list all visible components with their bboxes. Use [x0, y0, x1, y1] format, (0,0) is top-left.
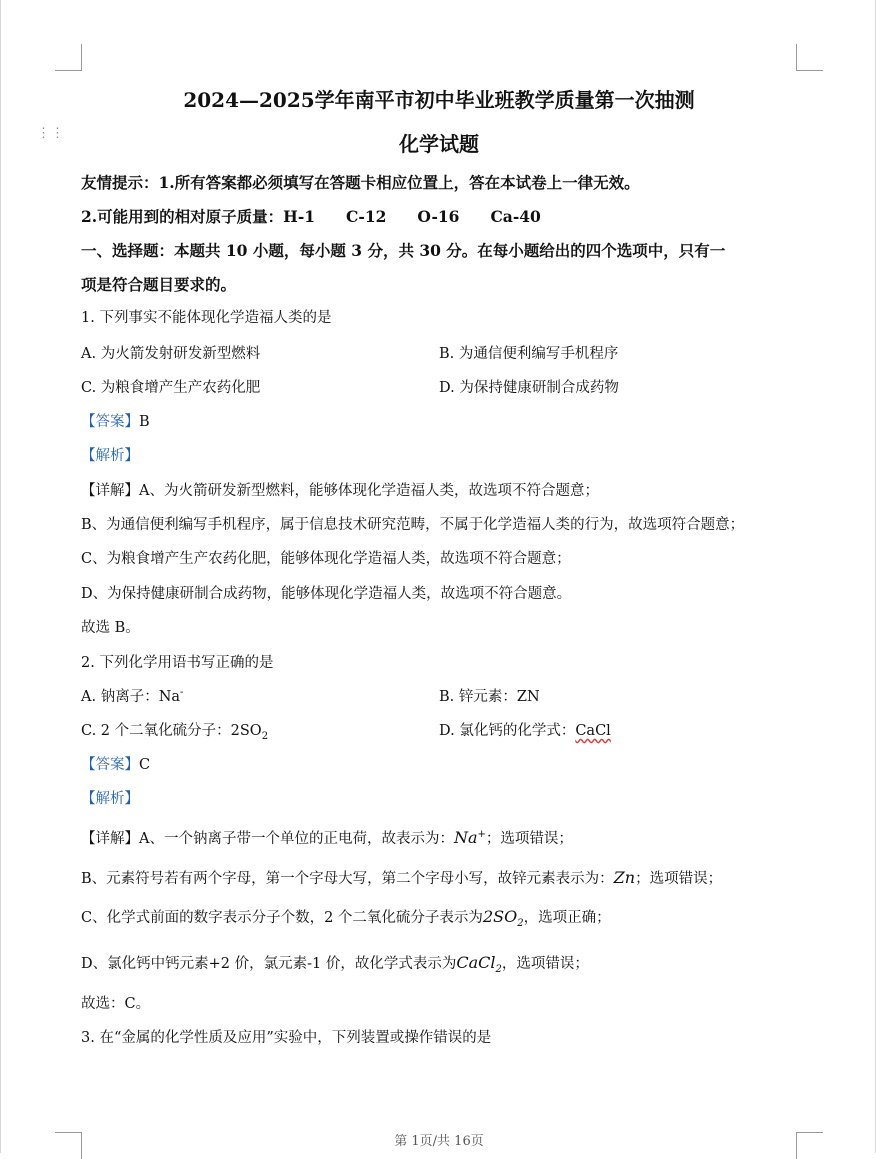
q2-option-a-charge: -	[180, 687, 184, 699]
q2-conclusion: 故选：C。	[81, 996, 151, 1012]
q2-answer-line	[81, 753, 150, 774]
q2-detail-2-text: B、元素符号若有两个字母，第一个字母大写，第二个字母小写，故锌元素表示为：	[81, 871, 614, 887]
drag-handle-icon[interactable]: ⋮⋮	[37, 126, 65, 141]
q2-detail-4	[81, 952, 589, 975]
q2-detail-1-end: ；选项错误；	[485, 831, 573, 847]
exam-title: 2024—2025学年南平市初中毕业班教学质量第一次抽测	[183, 88, 695, 112]
q1-conclusion: 故选 B。	[81, 620, 140, 636]
q2-detail-1	[81, 827, 573, 848]
answer-tag: 【答案】	[81, 414, 139, 430]
q2-detail-4-text: D、氯化钙中钙元素+2 价，氯元素-1 价，故化学式表示为	[81, 956, 457, 972]
q2-option-c-text: C. 2 个二氧化硫分子：2SO	[81, 723, 262, 739]
q1-detail-1-text: A、为火箭研发新型燃料，能够体现化学造福人类，故选项不符合题意；	[139, 483, 599, 499]
answer-tag: 【答案】	[81, 757, 139, 773]
q2-option-c	[81, 719, 268, 742]
corner-mark-top-right	[796, 44, 823, 71]
q1-option-a: A. 为火箭发射研发新型燃料	[81, 346, 261, 362]
q2-option-b: B. 锌元素：ZN	[439, 689, 540, 705]
detail-tag: 【详解】	[81, 483, 139, 499]
exam-subtitle: 化学试题	[399, 132, 479, 156]
q2-detail-1-text: A、一个钠离子带一个单位的正电荷，故表示为：	[139, 831, 454, 847]
q1-answer: B	[139, 414, 150, 430]
tips-line-1: 友情提示：1.所有答案都必须填写在答题卡相应位置上，答在本试卷上一律无效。	[81, 173, 640, 192]
q2-detail-3-end: ，选项正确；	[523, 910, 611, 926]
q2-option-d-formula: CaCl	[575, 723, 611, 739]
q2-option-d	[439, 719, 611, 740]
corner-mark-top-left	[55, 44, 82, 71]
q2-option-a-text: A. 钠离子：Na	[81, 689, 181, 705]
q1-detail-3: C、为粮食增产生产农药化肥，能够体现化学造福人类，故选项不符合题意；	[81, 551, 571, 567]
q1-detail-4: D、为保持健康研制合成药物，能够体现化学造福人类，故选项不符合题意。	[81, 586, 572, 602]
q1-option-b: B. 为通信便利编写手机程序	[439, 346, 619, 362]
q2-detail-4-subscript: 2	[495, 963, 502, 975]
q2-detail-3	[81, 906, 611, 929]
q2-detail-4-end: ，选项错误；	[501, 956, 589, 972]
q2-detail-3-formula: 2SO	[482, 907, 518, 926]
q2-answer: C	[139, 757, 151, 773]
q2-option-a	[81, 685, 183, 706]
q2-detail-2	[81, 867, 722, 888]
q2-stem: 2. 下列化学用语书写正确的是	[81, 655, 274, 671]
q2-detail-2-formula: Zn	[613, 868, 636, 887]
detail-tag: 【详解】	[81, 831, 139, 847]
q3-stem: 3. 在“金属的化学性质及应用”实验中，下列装置或操作错误的是	[81, 1030, 492, 1046]
q2-analysis-tag: 【解析】	[81, 791, 139, 807]
q1-stem: 1. 下列事实不能体现化学造福人类的是	[81, 310, 332, 326]
tips-line-2: 2.可能用到的相对原子质量：H-1 C-12 O-16 Ca-40	[81, 207, 541, 226]
q1-answer-line	[81, 410, 150, 431]
q2-option-d-text: D. 氯化钙的化学式：	[439, 723, 576, 739]
q2-detail-2-end: ；选项错误；	[635, 871, 723, 887]
q2-detail-1-charge: +	[477, 829, 486, 841]
page-footer: 第 1页/共 16页	[394, 1134, 484, 1149]
q2-detail-3-text: C、化学式前面的数字表示分子个数，2 个二氧化硫分子表示为	[81, 910, 483, 926]
section-heading-line-2: 项是符合题目要求的。	[81, 275, 237, 294]
q2-detail-4-formula: CaCl	[456, 953, 496, 972]
q2-detail-3-subscript: 2	[517, 917, 524, 929]
q1-detail-1	[81, 479, 599, 500]
section-heading-line-1: 一、选择题：本题共 10 小题，每小题 3 分，共 30 分。在每小题给出的四个选项中，只有一	[81, 241, 726, 260]
q1-option-d: D. 为保持健康研制合成药物	[439, 380, 619, 396]
q1-detail-2: B、为通信便利编写手机程序，属于信息技术研究范畴，不属于化学造福人类的行为，故选项符合题意；	[81, 517, 745, 533]
q2-option-c-subscript: 2	[261, 730, 269, 742]
q1-option-c: C. 为粮食增产生产农药化肥	[81, 380, 261, 396]
q1-analysis-tag: 【解析】	[81, 448, 139, 464]
q2-detail-1-formula: Na	[453, 828, 478, 847]
